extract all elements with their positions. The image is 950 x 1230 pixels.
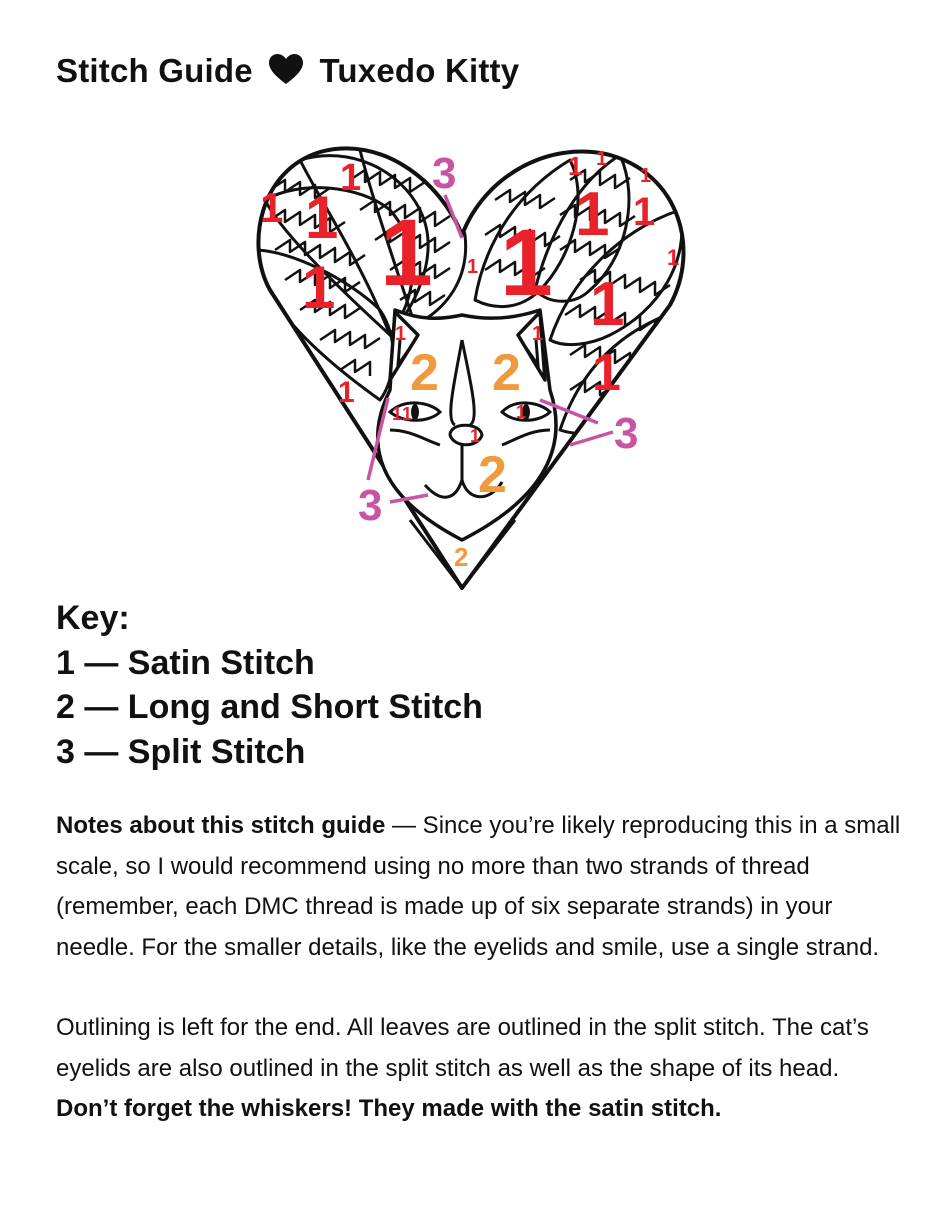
- stitch-guide-illustration: [240, 140, 700, 590]
- label-1: 1: [302, 254, 336, 321]
- label-1: 1: [392, 404, 403, 424]
- label-3: 3: [432, 149, 457, 198]
- label-1: 1: [340, 157, 362, 199]
- title-left: Stitch Guide: [56, 52, 253, 89]
- label-3: 3: [614, 409, 639, 458]
- label-1: 1: [380, 200, 433, 306]
- label-3: 3: [358, 481, 383, 530]
- label-1: 1: [402, 404, 413, 424]
- label-1: 1: [640, 165, 652, 187]
- notes-text-1: — Since you’re likely reproducing this in a small scale, so I would recommend using no more than two strands of thread (remember, each DMC thread is made up of six separate strands) in your needle. For the smaller details, like the eyelids and smile, use a single strand.: [56, 812, 901, 961]
- label-2: 2: [492, 344, 521, 402]
- label-1: 1: [500, 210, 553, 316]
- key-item-satin: 1 — Satin Stitch: [56, 643, 315, 682]
- label-1: 1: [596, 148, 608, 170]
- notes-paragraph-2: [56, 1008, 901, 1130]
- label-1: 1: [470, 426, 481, 446]
- key-item-long-short: 2 — Long and Short Stitch: [56, 688, 483, 726]
- notes-text-2: Outlining is left for the end. All leaves are outlined in the split stitch. The cat’s eyelids are also outlined in the split stitch as well as the shape of its head.: [56, 1014, 869, 1082]
- notes-whiskers-tip: Don’t forget the whiskers! They made with the satin stitch.: [56, 1095, 722, 1122]
- heart-cat-drawing: [240, 140, 700, 590]
- page-title: [56, 52, 519, 93]
- label-1: 1: [667, 245, 680, 270]
- label-1: 1: [575, 180, 610, 249]
- notes-heading: Notes about this stitch guide: [56, 812, 386, 839]
- label-1: 1: [592, 344, 621, 402]
- label-1: 1: [516, 402, 527, 422]
- label-1: 1: [260, 184, 284, 231]
- label-2: 2: [478, 446, 507, 504]
- notes-section: [56, 806, 901, 1170]
- title-right: Tuxedo Kitty: [319, 52, 520, 89]
- key-item-split: 3 — Split Stitch: [56, 732, 306, 771]
- label-2: 2: [410, 344, 439, 402]
- heart-icon: [268, 53, 304, 93]
- label-2: 2: [454, 542, 469, 572]
- label-1: 1: [305, 184, 339, 251]
- key-heading: Key:: [56, 599, 130, 637]
- stitch-key: [56, 596, 483, 774]
- notes-paragraph-1: [56, 806, 901, 968]
- label-1: 1: [568, 151, 583, 181]
- label-1: 1: [633, 190, 656, 234]
- label-1: 1: [338, 376, 355, 409]
- label-1: 1: [532, 323, 544, 345]
- label-1: 1: [467, 256, 479, 278]
- label-1: 1: [395, 323, 407, 345]
- label-1: 1: [590, 270, 625, 339]
